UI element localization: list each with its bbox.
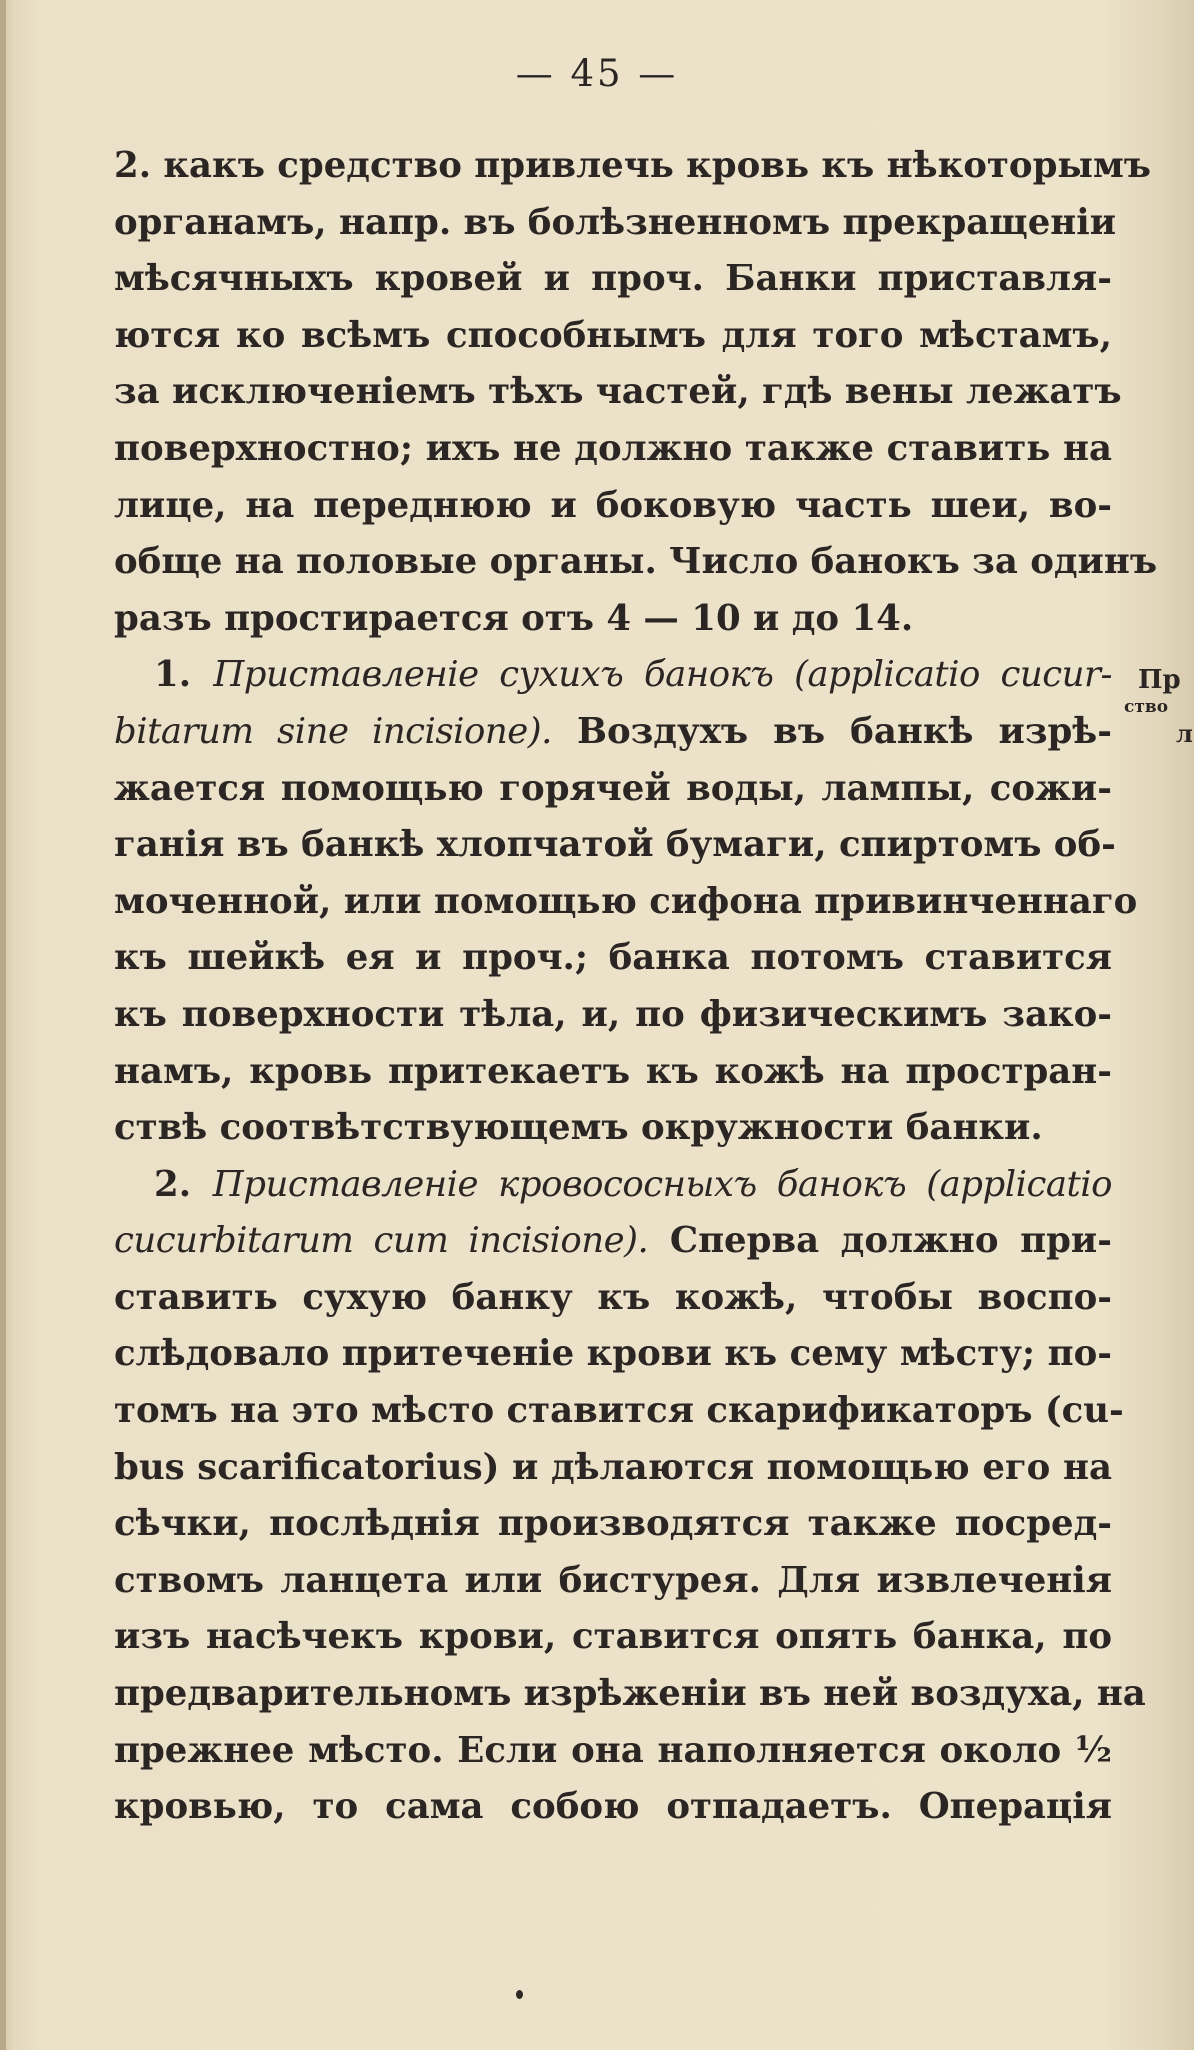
text-line: предварительномъ изрѣженiи въ ней воздуха, на [114, 1673, 1146, 1715]
section2-line-rest: Сперва должно при- [669, 1220, 1112, 1262]
text-line: ганiя въ банкѣ хлопчатой бумаги, спиртомъ об- [114, 824, 1116, 866]
text-line: ствомъ ланцета или бистурея. Для извлеченiя [114, 1559, 1112, 1601]
text-line: органамъ, напр. въ болѣзненномъ прекращенiи [114, 201, 1117, 243]
text-line: разъ простирается отъ 4 — 10 и до 14. [114, 597, 914, 639]
binding-edge [0, 0, 6, 2050]
text-line: кровью, то сама собою отпадаетъ. Операцiя [114, 1786, 1112, 1828]
text-line: обще на половые органы. Число банокъ за одинъ [114, 541, 1158, 583]
text-line: томъ на это мѣсто ставится скарификаторъ (cu- [114, 1390, 1124, 1432]
body-text [114, 138, 1158, 1836]
text-line: къ шейкѣ ея и проч.; банка потомъ ставится [114, 937, 1112, 979]
text-line: лице, на переднюю и боковую часть шеи, во- [114, 484, 1112, 526]
text-line: къ поверхности тѣла, и, по физическимъ зако- [114, 993, 1112, 1035]
text-line: слѣдовало притеченiе крови къ сему мѣсту; по- [114, 1333, 1112, 1375]
margin-note-line: ство [1124, 697, 1169, 717]
section1-heading-italic-2: bitarum sine incisione). [114, 710, 552, 752]
section2-heading-line-2 [114, 1213, 1112, 1270]
page-number: — 45 — [515, 52, 679, 95]
text-line: за исключенiемъ тѣхъ частей, гдѣ вены лежатъ [114, 371, 1122, 413]
section1-heading-line [114, 647, 1112, 704]
text-line: поверхностно; ихъ не должно также ставить на [114, 427, 1112, 469]
text-line: моченной, или помощью сифона привинченнаго [114, 880, 1138, 922]
text-line: прежнее мѣсто. Если она наполняется около ½ [114, 1729, 1112, 1771]
section1-heading-line-2 [114, 704, 1112, 761]
text-line: намъ, кровь притекаетъ къ кожѣ на простран- [114, 1050, 1112, 1092]
text-line: изъ насѣчекъ крови, ставится опять банка, по [114, 1616, 1112, 1658]
text-line: жается помощью горячей воды, лампы, сожи- [114, 767, 1112, 809]
section2-heading-italic: Приставленiе кровососныхъ банокъ (applicatio [212, 1163, 1112, 1205]
margin-note [1124, 664, 1194, 750]
text-line: сѣчки, послѣднiя производятся также посред- [114, 1503, 1112, 1545]
text-line: bus scarificatorius) и дѣлаются помощью его на [114, 1446, 1112, 1488]
section1-heading-italic: Приставленiе сухихъ банокъ (applicatio cucur- [213, 654, 1112, 696]
section2-heading-line [114, 1157, 1112, 1214]
text-line: ствѣ соотвѣтствующемъ окружности банки. [114, 1107, 1043, 1149]
text-line: 2. какъ средство привлечь кровь къ нѣкоторымъ [114, 145, 1152, 186]
margin-note-line: л [1176, 719, 1193, 748]
ink-dot [516, 1990, 523, 1999]
section2-heading-italic-2: cucurbitarum cum incisione). [114, 1220, 649, 1262]
section1-line-rest: Воздухъ въ банкѣ изрѣ- [576, 710, 1112, 752]
text-line: мѣсячныхъ кровей и проч. Банки приставля- [114, 258, 1112, 300]
text-line: ставить сухую банку къ кожѣ, чтобы воспо- [114, 1276, 1112, 1318]
text-line: ются ко всѣмъ способнымъ для того мѣстамъ, [114, 314, 1112, 356]
section1-number: 1. [154, 654, 192, 696]
margin-note-line: Пр [1138, 665, 1181, 695]
section2-number: 2. [154, 1163, 192, 1205]
